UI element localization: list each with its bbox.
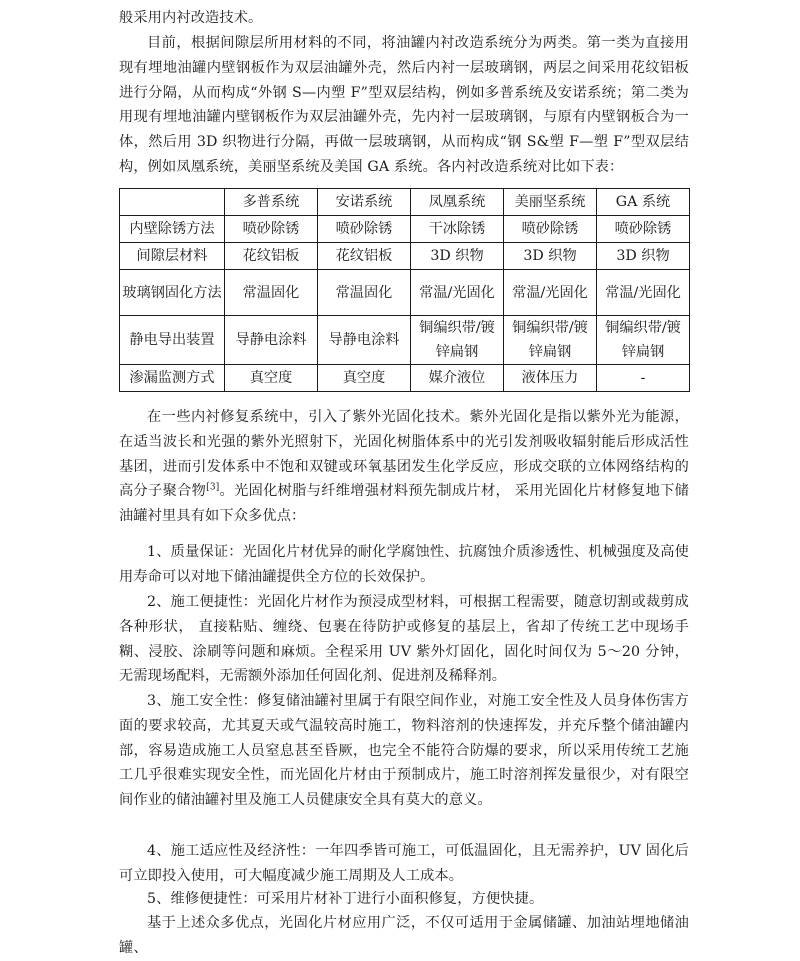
table-row-label: 渗漏监测方式 <box>120 365 225 392</box>
table-row <box>120 270 690 316</box>
table-cell: 导静电涂料 <box>318 316 411 365</box>
advantage-item-4: 4、施工适应性及经济性：一年四季皆可施工，可低温固化，且无需养护，UV 固化后可立即投入使用，可大幅度减少施工周期及人工成本。 <box>119 843 689 884</box>
table-header-cell: 凤凰系统 <box>411 189 504 216</box>
closing-paragraph: 基于上述众多优点，光固化片材应用广泛，不仅可适用于金属储罐、加油站埋地储油罐、 <box>119 915 689 956</box>
intro-tail-text: 般采用内衬改造技术。 <box>119 10 263 26</box>
table-cell: 常温/光固化 <box>411 270 504 316</box>
table-row-label: 玻璃钢固化方法 <box>120 270 225 316</box>
uv-curing-paragraph <box>119 405 689 529</box>
table-cell: 喷砂除锈 <box>318 216 411 243</box>
table-cell: 常温固化 <box>318 270 411 316</box>
table-cell: 真空度 <box>225 365 318 392</box>
table-row-label: 静电导出装置 <box>120 316 225 365</box>
table-cell: 铜编织带/镀锌扁钢 <box>504 316 597 365</box>
table-header-cell: 美丽坚系统 <box>504 189 597 216</box>
advantage-item-5: 5、维修便捷性：可采用片材补丁进行小面积修复，方便快捷。 <box>147 891 544 907</box>
table-cell: 花纹铝板 <box>225 243 318 270</box>
table-row-label: 间隙层材料 <box>120 243 225 270</box>
table-row <box>120 365 690 392</box>
table-cell: 液体压力 <box>504 365 597 392</box>
table-cell: 媒介液位 <box>411 365 504 392</box>
table-header-row <box>120 189 690 216</box>
table-row <box>120 216 690 243</box>
uv-curing-text: 在一些内衬修复系统中，引入了紫外光固化技术。紫外光固化是指以紫外光为能源，在适当波长和光强的紫外光照射下，光固化树脂体系中的光引发剂吸收辐射能后形成活性基团，进而引发体系中不饱和双键或环氧基团发生化学反应，形成交联的立体网络结构的高分子聚合物 <box>119 409 689 500</box>
table-cell: 3D 织物 <box>504 243 597 270</box>
system-classification-paragraph <box>119 31 689 180</box>
table-cell: 花纹铝板 <box>318 243 411 270</box>
table-row <box>120 243 690 270</box>
table-cell: 喷砂除锈 <box>225 216 318 243</box>
table-cell: 常温固化 <box>225 270 318 316</box>
table-header-cell <box>120 189 225 216</box>
table-cell: 干冰除锈 <box>411 216 504 243</box>
advantage-item-3: 3、施工安全性：修复储油罐衬里属于有限空间作业，对施工安全性及人员身体伤害方面的要求较高，尤其夏天或气温较高时施工，物料溶剂的快速挥发，并充斥整个储油罐内部，容易造成施工人员窒息甚至昏厥，也完全不能符合防爆的要求，所以采用传统工艺施工几乎很难实现安全性，而光固化片材由于预制成片，施工时溶剂挥发量很少，对有限空间作业的储油罐衬里及施工人员健康安全具有莫大的意义。 <box>119 693 689 809</box>
intro-tail-paragraph <box>119 6 689 31</box>
table-header-cell: 安诺系统 <box>318 189 411 216</box>
table-cell: 3D 织物 <box>597 243 690 270</box>
citation-ref: [3] <box>206 482 220 493</box>
table-cell: 导静电涂料 <box>225 316 318 365</box>
table-row-label: 内壁除锈方法 <box>120 216 225 243</box>
table-row <box>120 316 690 365</box>
table-header-cell: 多普系统 <box>225 189 318 216</box>
advantage-item-1: 1、质量保证：光固化片材优异的耐化学腐蚀性、抗腐蚀介质渗透性、机械强度及高使用寿命可以对地下储油罐提供全方位的长效保护。 <box>119 544 689 585</box>
table-cell: 3D 织物 <box>411 243 504 270</box>
table-cell: - <box>597 365 690 392</box>
lining-system-comparison-table <box>119 188 690 392</box>
table-header-cell: GA 系统 <box>597 189 690 216</box>
table-cell: 铜编织带/镀锌扁钢 <box>411 316 504 365</box>
table-cell: 常温/光固化 <box>597 270 690 316</box>
uv-curing-tail: 。光固化树脂与纤维增强材料预先制成片材， 采用光固化片材修复地下储油罐衬里具有如下众多优点： <box>119 483 689 525</box>
table-cell: 铜编织带/镀锌扁钢 <box>597 316 690 365</box>
table-cell: 喷砂除锈 <box>597 216 690 243</box>
classification-text: 目前，根据间隙层所用材料的不同，将油罐内衬改造系统分为两类。第一类为直接用现有埋地油罐内壁钢板作为双层油罐外壳，然后内衬一层玻璃钢，两层之间采用花纹铝板进行分隔，从而构成“外钢 S—内塑 F”型双层结构，例如多普系统及安诺系统；第二类为用现有埋地油罐内壁钢板作为双层油罐外壳，先内衬一层玻璃钢，与原有内壁钢板合为一体，然后用 3D 织物进行分隔，再做一层玻璃钢，从而构成“钢 S&塑 F—塑 F”型双层结构，例如凤凰系统，美丽坚系统及美国 GA 系统。各内衬改造系统对比如下表： <box>119 35 689 175</box>
table-cell: 喷砂除锈 <box>504 216 597 243</box>
advantage-item-2: 2、施工便捷性：光固化片材作为预浸成型材料，可根据工程需要，随意切割或裁剪成各种形状， 直接粘贴、缠绕、包裹在待防护或修复的基层上，省却了传统工艺中现场手糊、浸胶、涂刷等问题和麻烦。全程采用 UV 紫外灯固化，固化时间仅为 5～20 分钟，无需现场配料，无需额外添加任何固化剂、促进剂及稀释剂。 <box>119 594 689 685</box>
table-cell: 真空度 <box>318 365 411 392</box>
table-cell: 常温/光固化 <box>504 270 597 316</box>
